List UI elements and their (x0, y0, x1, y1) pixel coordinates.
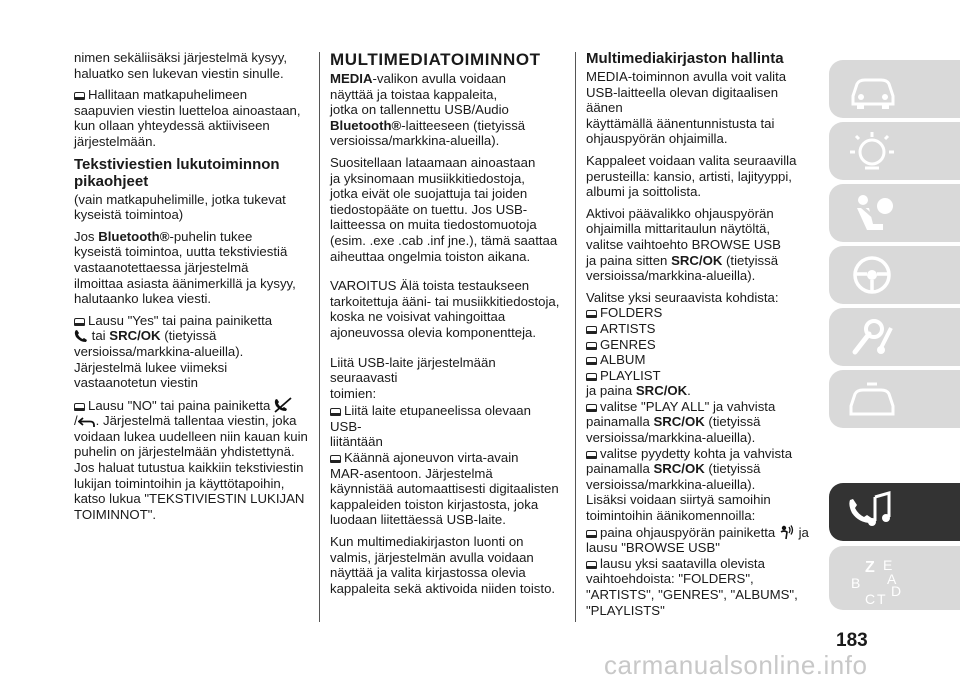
text: painamalla (586, 414, 650, 430)
multimedia-phone-music-icon (847, 489, 897, 535)
text-line: nimen sekäliisäksi järjestelmä kysyy, (74, 50, 288, 65)
text-line: vastaanotettaessa järjestelmä (74, 259, 249, 275)
wrench-service-icon (847, 314, 897, 360)
text-line: ja yksinomaan musiikkitiedostoja, (330, 170, 525, 186)
text-line: valmis, järjestelmän avulla voidaan (330, 549, 534, 565)
text-line: jotka on tallennettu USB/Audio (330, 102, 509, 118)
text-line: kyseistä toimintoa) (74, 207, 184, 223)
text-line: kun ollaan yhteydessä aktiiviseen (74, 118, 270, 134)
bullet-icon (330, 408, 341, 416)
index-letter: Z (865, 559, 875, 576)
text-line: koska ne voisivat vahingoittaa (330, 309, 506, 325)
text-line: kyseistä toimintoa, uutta tekstiviestiä (74, 244, 288, 260)
text-line: puhelin on järjestelmään yhdistettynä. (74, 444, 295, 460)
car-service-icon (847, 376, 897, 422)
media-term: MEDIA (330, 71, 373, 86)
text-line: albumi ja soittolista. (586, 184, 702, 200)
src-ok-term: SRC/OK (653, 414, 705, 430)
tab-driving[interactable] (829, 246, 960, 304)
text: ja paina sitten (586, 252, 668, 268)
column-divider (575, 52, 576, 622)
text-line: liitäntään (330, 434, 383, 450)
column-3 (586, 50, 816, 618)
bullet-icon (74, 318, 85, 326)
text-line: versioissa/markkina-alueilla). (586, 430, 756, 446)
bullet-icon (330, 455, 341, 463)
text: -valikon avulla voidaan (372, 71, 506, 86)
bullet-icon (586, 561, 597, 569)
tab-safety[interactable] (829, 184, 960, 242)
text-line: "PLAYLISTS" (586, 602, 665, 618)
tab-warning-lights[interactable] (829, 122, 960, 180)
watermark: carmanualsonline.info (604, 650, 868, 680)
text-line: toimien: (330, 385, 377, 401)
text: Jos (74, 228, 95, 244)
text-line: MAR-asentoon. Järjestelmä (330, 465, 493, 481)
bullet-icon (586, 451, 597, 459)
phone-answer-icon (74, 329, 88, 343)
text: Lausu "Yes" tai paina painiketta (88, 312, 273, 328)
tab-multimedia[interactable] (829, 483, 960, 541)
text: valitse "PLAY ALL" ja vahvista (600, 398, 776, 414)
list-item: GENRES (600, 336, 656, 352)
tab-service[interactable] (829, 370, 960, 428)
text: (tietyissä (708, 414, 761, 430)
tab-index[interactable] (829, 546, 960, 610)
text: Lausu "NO" tai paina painiketta (88, 397, 271, 413)
voice-command-icon (779, 524, 795, 540)
index-letter: E (883, 557, 893, 573)
bullet-icon (586, 342, 597, 350)
text-line: perusteilla: kansio, artisti, lajityyppi, (586, 168, 792, 184)
text: / (74, 413, 78, 429)
text-line: toimintoihin äänikomennoilla: (586, 508, 756, 524)
text-line: saapuvien viestin luetteloa ainoastaan, (74, 102, 301, 118)
text-line: Hallitaan matkapuhelimeen (88, 87, 248, 103)
text: -laitteeseen (tietyissä (401, 117, 526, 133)
text-line: käynnistää automaattisesti digitaalisten (330, 481, 559, 497)
text: valitse pyydetty kohta ja vahvista (600, 445, 793, 461)
section-heading: Multimediakirjaston hallinta (586, 50, 784, 67)
text-line: lausu "BROWSE USB" (586, 540, 720, 556)
text-line: järjestelmään. (74, 133, 157, 149)
text-line: Aktivoi päävalikko ohjauspyörän (586, 205, 774, 221)
bluetooth-term: Bluetooth® (98, 228, 170, 244)
warning-light-icon (847, 128, 897, 174)
text-line: vastaanotetun viestin (74, 375, 198, 391)
text-line: Valitse yksi seuraavista kohdista: (586, 289, 779, 305)
text-line: VAROITUS Älä toista testaukseen (330, 278, 530, 294)
text-line: ajoneuvossa olevia komponentteja. (330, 324, 537, 340)
text: (tietyissä (708, 461, 761, 477)
section-heading: MULTIMEDIATOIMINNOT (330, 50, 541, 69)
text-line: laitteessa on muita tiedostomuotoja (330, 217, 537, 233)
text-line: näyttää ja valita kirjastossa olevia (330, 565, 526, 581)
car-dashboard-icon (847, 66, 897, 112)
text: ja paina (586, 383, 633, 399)
text-line: versioissa/markkina-alueilla). (586, 476, 756, 492)
text: ja (798, 524, 809, 540)
list-item: ARTISTS (600, 320, 656, 336)
text-line: MEDIA-toiminnon avulla voit valita (586, 69, 787, 84)
list-item: FOLDERS (600, 305, 663, 321)
text-line: kappaleita sekä aktivoida niiden toisto. (330, 580, 556, 596)
text-line: katso lukua "TEKSTIVIESTIN LUKIJAN (74, 491, 305, 507)
alphabetic-index-icon (847, 552, 927, 608)
text-line: Kappaleet voidaan valita seuraavilla (586, 152, 797, 168)
text-line: versioissa/markkina-alueilla). (330, 133, 500, 149)
text-line: luodaan liitettäessä USB-laite. (330, 512, 506, 528)
text: tai (91, 328, 106, 344)
text: -puhelin tukee (169, 228, 253, 244)
text-line: halutaanko lukea viesti. (74, 291, 212, 307)
bullet-icon (586, 326, 597, 334)
text-line: näyttää ja toistaa kappaleita, (330, 86, 498, 102)
text-line: Kun multimediakirjaston luonti on (330, 534, 524, 550)
text-line: "ARTISTS", "GENRES", "ALBUMS", (586, 587, 798, 602)
text-line: vaihtoehdoista: "FOLDERS", (586, 571, 754, 587)
text-line: tarkoitettuja ääni- tai musiikkitiedostoja, (330, 293, 560, 309)
bullet-icon (74, 92, 85, 100)
index-letter: C (865, 591, 876, 607)
bluetooth-term: Bluetooth® (330, 117, 402, 133)
bullet-icon (74, 403, 85, 411)
section-heading: Tekstiviestien lukutoiminnon pikaohjeet (74, 155, 280, 190)
text-line: Liitä USB-laite järjestelmään seuraavasti (330, 354, 496, 386)
text: Käännä ajoneuvon virta-avain (344, 450, 519, 466)
text-line: jotka eivät ole suojattuja tai joiden (330, 186, 528, 202)
text-line: USB-laitteella olevan digitaalisen äänen (586, 84, 779, 116)
column-2 (330, 50, 564, 602)
index-letter: B (851, 575, 861, 591)
bullet-icon (586, 357, 597, 365)
text-line: lukijan toimintoihin ja käyttötapoihin, (74, 475, 285, 491)
text-line: ilmoittaa asiasta äänimerkillä ja kysyy, (74, 275, 296, 291)
text: Liitä laite etupaneelissa olevaan USB- (330, 403, 531, 434)
text-line: TOIMINNOT". (74, 506, 157, 522)
text-line: versioissa/markkina-alueilla). (586, 268, 756, 284)
text: . Järjestelmä tallentaa viestin, joka (95, 413, 297, 429)
back-arrow-icon (78, 416, 96, 428)
text-line: aiheuttaa ongelmia toiston aikana. (330, 248, 531, 264)
text-line: kappaleiden toiston kirjastosta, joka (330, 496, 539, 512)
text: paina ohjauspyörän painiketta (600, 524, 776, 540)
driving-steering-icon (847, 252, 897, 298)
text-line: versioissa/markkina-alueilla). (74, 343, 244, 359)
text-line: tiedostopääte on tuettu. Jos USB- (330, 201, 528, 217)
text: lausu yksi saatavilla olevista (600, 555, 765, 571)
tab-emergency[interactable] (829, 308, 960, 366)
phone-mute-icon (274, 397, 292, 413)
text-line: käyttämällä äänentunnistusta tai (586, 115, 775, 131)
column-1 (74, 50, 310, 528)
text-line: Suositellaan lataamaan ainoastaan (330, 154, 536, 170)
text-line: ohjauspyörän ohjaimilla. (586, 131, 728, 147)
bullet-icon (586, 530, 597, 538)
src-ok-term: SRC/OK (109, 328, 161, 344)
bullet-icon (586, 373, 597, 381)
src-ok-term: SRC/OK (653, 461, 705, 477)
list-item: ALBUM (600, 352, 646, 368)
safety-airbag-icon (847, 190, 897, 236)
text: painamalla (586, 461, 650, 477)
text-line: ohjaimilla mittaritaulun näytöltä, (586, 221, 770, 237)
text: (tietyissä (726, 252, 779, 268)
src-ok-term: SRC/OK (671, 252, 723, 268)
text-line: (vain matkapuhelimille, jotka tukevat (74, 191, 286, 207)
bullet-icon (586, 404, 597, 412)
bullet-icon (586, 310, 597, 318)
text-line: Lisäksi voidaan siirtyä samoihin (586, 492, 771, 508)
page-number: 183 (836, 630, 868, 651)
text-line: valitse vaihtoehto BROWSE USB (586, 236, 781, 252)
text: . (687, 383, 691, 399)
column-divider (319, 52, 320, 622)
text: (tietyissä (164, 328, 217, 344)
list-item: PLAYLIST (600, 367, 661, 383)
text-line: haluatko sen lukevan viestin sinulle. (74, 65, 284, 81)
index-letter: T (877, 591, 886, 607)
text-line: (esim. .exe .cab .inf jne.), tämä saattaa (330, 232, 558, 248)
text-line: Jos haluat tutustua kaikkiin tekstiviestin (74, 460, 304, 476)
src-ok-term: SRC/OK (635, 383, 688, 399)
index-letter: A (887, 571, 897, 587)
tab-dashboard[interactable] (829, 60, 960, 118)
text-line: voidaan lukea uudelleen niin kauan kuin (74, 428, 308, 444)
index-letter: D (891, 583, 902, 599)
text-line: Järjestelmä lukee viimeksi (74, 359, 228, 375)
